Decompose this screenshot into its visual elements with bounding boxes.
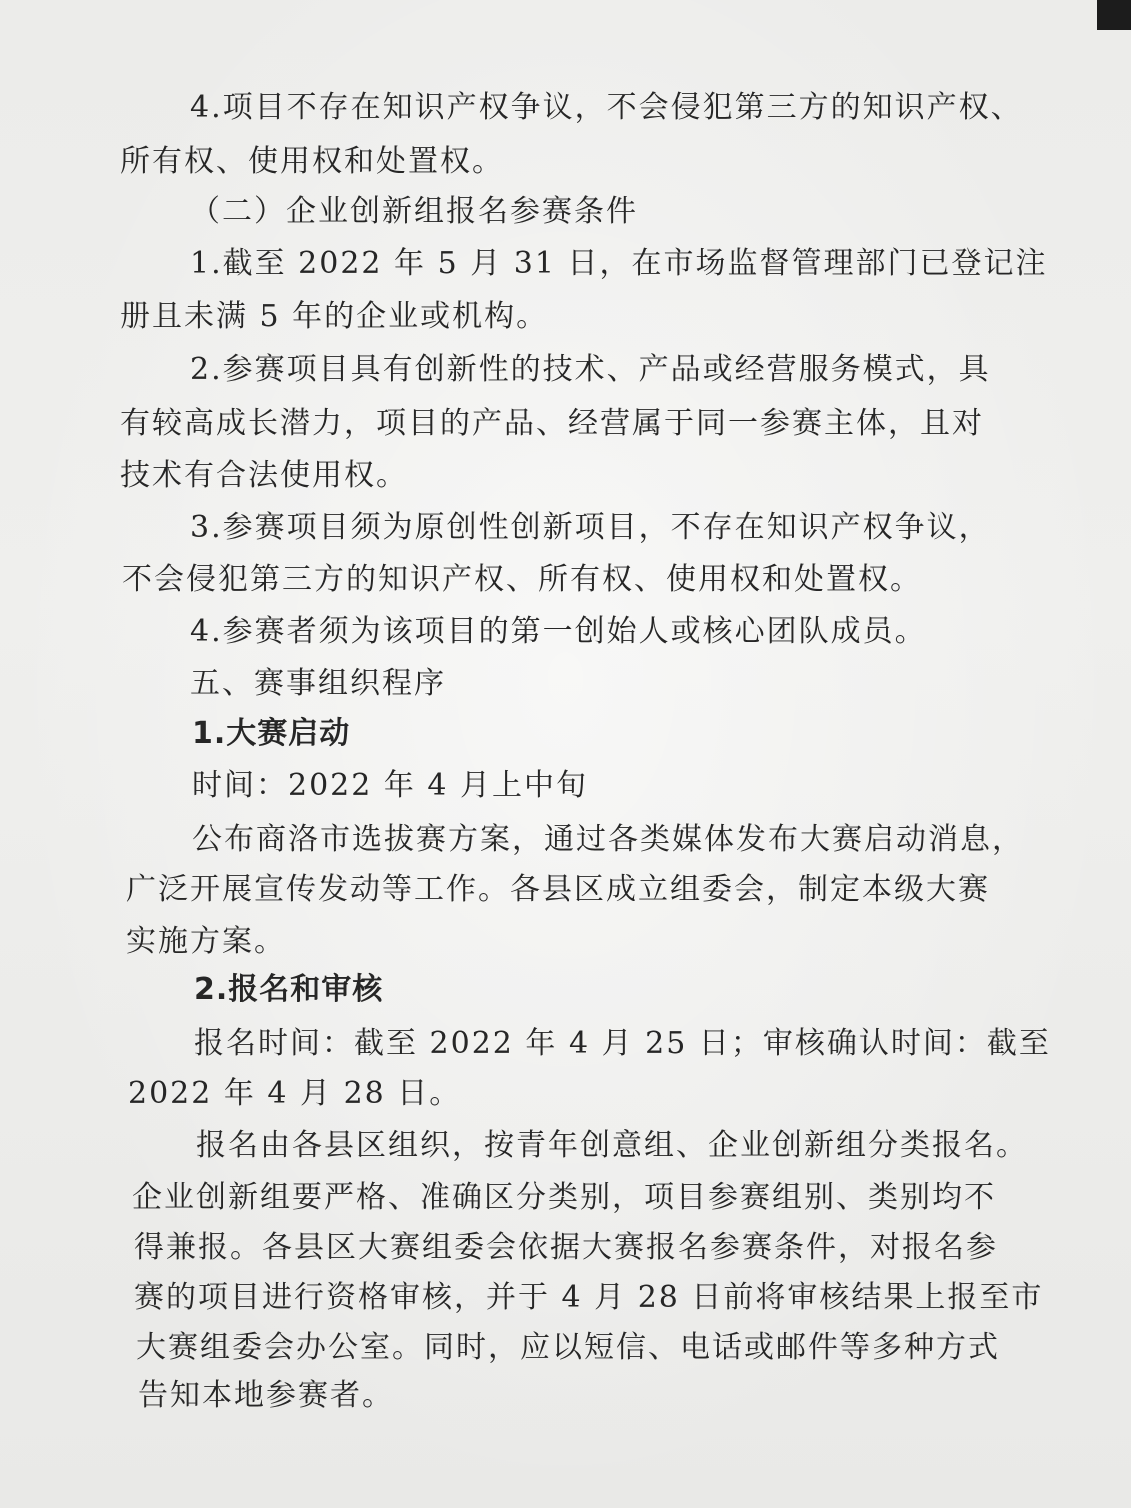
text-line: 告知本地参赛者。 [138, 1378, 394, 1413]
text-line: 时间：2022 年 4 月上中旬 [192, 768, 589, 803]
text-line: 2.参赛项目具有创新性的技术、产品或经营服务模式，具 [190, 352, 991, 387]
section-heading: 五、赛事组织程序 [190, 666, 446, 701]
text-line: 报名时间：截至 2022 年 4 月 25 日；审核确认时间：截至 [194, 1026, 1051, 1061]
text-line: 企业创新组要严格、准确区分类别，项目参赛组别、类别均不 [132, 1180, 996, 1215]
text-line: 4.参赛者须为该项目的第一创始人或核心团队成员。 [190, 614, 927, 649]
text-line: 技术有合法使用权。 [120, 458, 408, 493]
text-line: 2022 年 4 月 28 日。 [128, 1076, 462, 1111]
text-line: 实施方案。 [126, 924, 286, 959]
subsection-heading: 2.报名和审核 [194, 972, 384, 1007]
text-line: 赛的项目进行资格审核，并于 4 月 28 日前将审核结果上报至市 [134, 1280, 1044, 1315]
text-line: 4.项目不存在知识产权争议，不会侵犯第三方的知识产权、 [190, 90, 1023, 125]
text-line: 不会侵犯第三方的知识产权、所有权、使用权和处置权。 [122, 562, 922, 597]
text-line: 得兼报。各县区大赛组委会依据大赛报名参赛条件，对报名参 [134, 1230, 998, 1265]
subsection-heading: 1.大赛启动 [192, 716, 351, 751]
text-line: 报名由各县区组织，按青年创意组、企业创新组分类报名。 [196, 1128, 1028, 1163]
text-line: 大赛组委会办公室。同时，应以短信、电话或邮件等多种方式 [136, 1330, 1000, 1365]
section-heading: （二）企业创新组报名参赛条件 [190, 194, 638, 229]
text-line: 册且未满 5 年的企业或机构。 [120, 299, 549, 334]
text-line: 所有权、使用权和处置权。 [120, 144, 504, 179]
text-line: 3.参赛项目须为原创性创新项目，不存在知识产权争议， [190, 510, 991, 545]
text-line: 有较高成长潜力，项目的产品、经营属于同一参赛主体，且对 [120, 406, 984, 441]
text-line: 广泛开展宣传发动等工作。各县区成立组委会，制定本级大赛 [126, 872, 990, 907]
dark-corner [1097, 0, 1131, 30]
text-line: 公布商洛市选拔赛方案，通过各类媒体发布大赛启动消息， [192, 822, 1024, 857]
text-line: 1.截至 2022 年 5 月 31 日，在市场监督管理部门已登记注 [190, 246, 1048, 281]
